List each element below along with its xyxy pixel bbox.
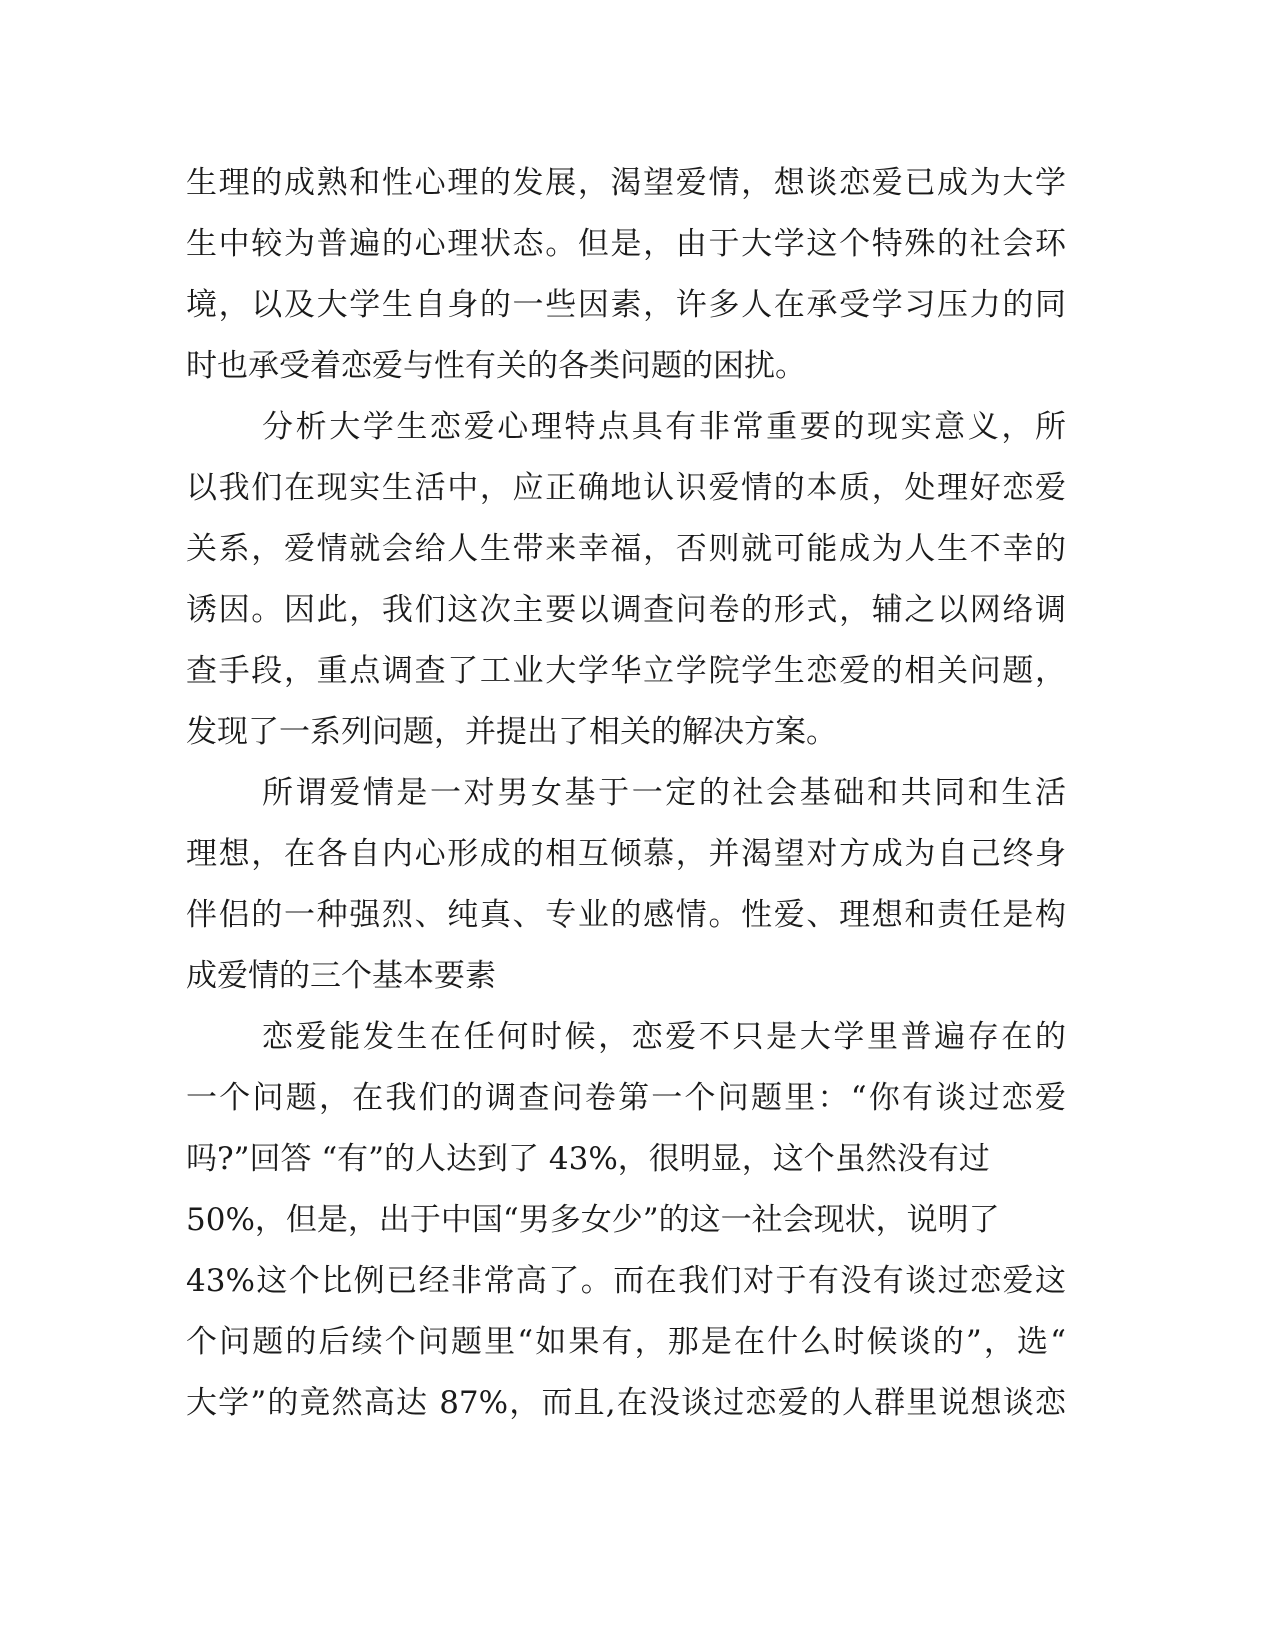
text-line: 生理的成熟和性心理的发展，渴望爱情，想谈恋爱已成为大学 [186,165,1066,201]
text-line: 成爱情的三个基本要素 [186,958,496,994]
text-line: 个问题的后续个问题里“如果有，那是在什么时候谈的”，选“ [186,1324,1066,1360]
text-line: 境，以及大学生自身的一些因素，许多人在承受学习压力的同 [186,287,1066,323]
text-line: 理想，在各自内心形成的相互倾慕，并渴望对方成为自己终身 [186,836,1066,872]
paragraph [186,1007,1066,1434]
text-line: 诱因。因此，我们这次主要以调查问卷的形式，辅之以网络调 [186,592,1066,628]
text-line: 吗?”回答 “有”的人达到了 43%，很明显，这个虽然没有过 [186,1141,990,1177]
text-line: 查手段，重点调查了工业大学华立学院学生恋爱的相关问题， [186,653,1066,689]
text-line: 恋爱能发生在任何时候，恋爱不只是大学里普遍存在的 [262,1019,1066,1055]
text-line: 43%这个比例已经非常高了。而在我们对于有没有谈过恋爱这 [186,1263,1066,1299]
paragraph [186,153,1066,397]
text-line: 伴侣的一种强烈、纯真、专业的感情。性爱、理想和责任是构 [186,897,1066,933]
paragraph [186,763,1066,1007]
text-line: 所谓爱情是一对男女基于一定的社会基础和共同和生活 [262,775,1066,811]
body-text [186,153,1066,1434]
text-line: 发现了一系列问题，并提出了相关的解决方案。 [186,714,837,750]
text-line: 50%，但是，出于中国“男多女少”的这一社会现状，说明了 [186,1202,1000,1238]
text-line: 生中较为普遍的心理状态。但是，由于大学这个特殊的社会环 [186,226,1066,262]
text-line: 一个问题，在我们的调查问卷第一个问题里：“你有谈过恋爱 [186,1080,1066,1116]
paragraph [186,397,1066,763]
text-line: 分析大学生恋爱心理特点具有非常重要的现实意义，所 [262,409,1066,445]
text-line: 大学”的竟然高达 87%，而且,在没谈过恋爱的人群里说想谈恋 [186,1385,1066,1421]
text-line: 以我们在现实生活中，应正确地认识爱情的本质，处理好恋爱 [186,470,1066,506]
text-line: 关系，爱情就会给人生带来幸福，否则就可能成为人生不幸的 [186,531,1066,567]
text-line: 时也承受着恋爱与性有关的各类问题的困扰。 [186,348,806,384]
